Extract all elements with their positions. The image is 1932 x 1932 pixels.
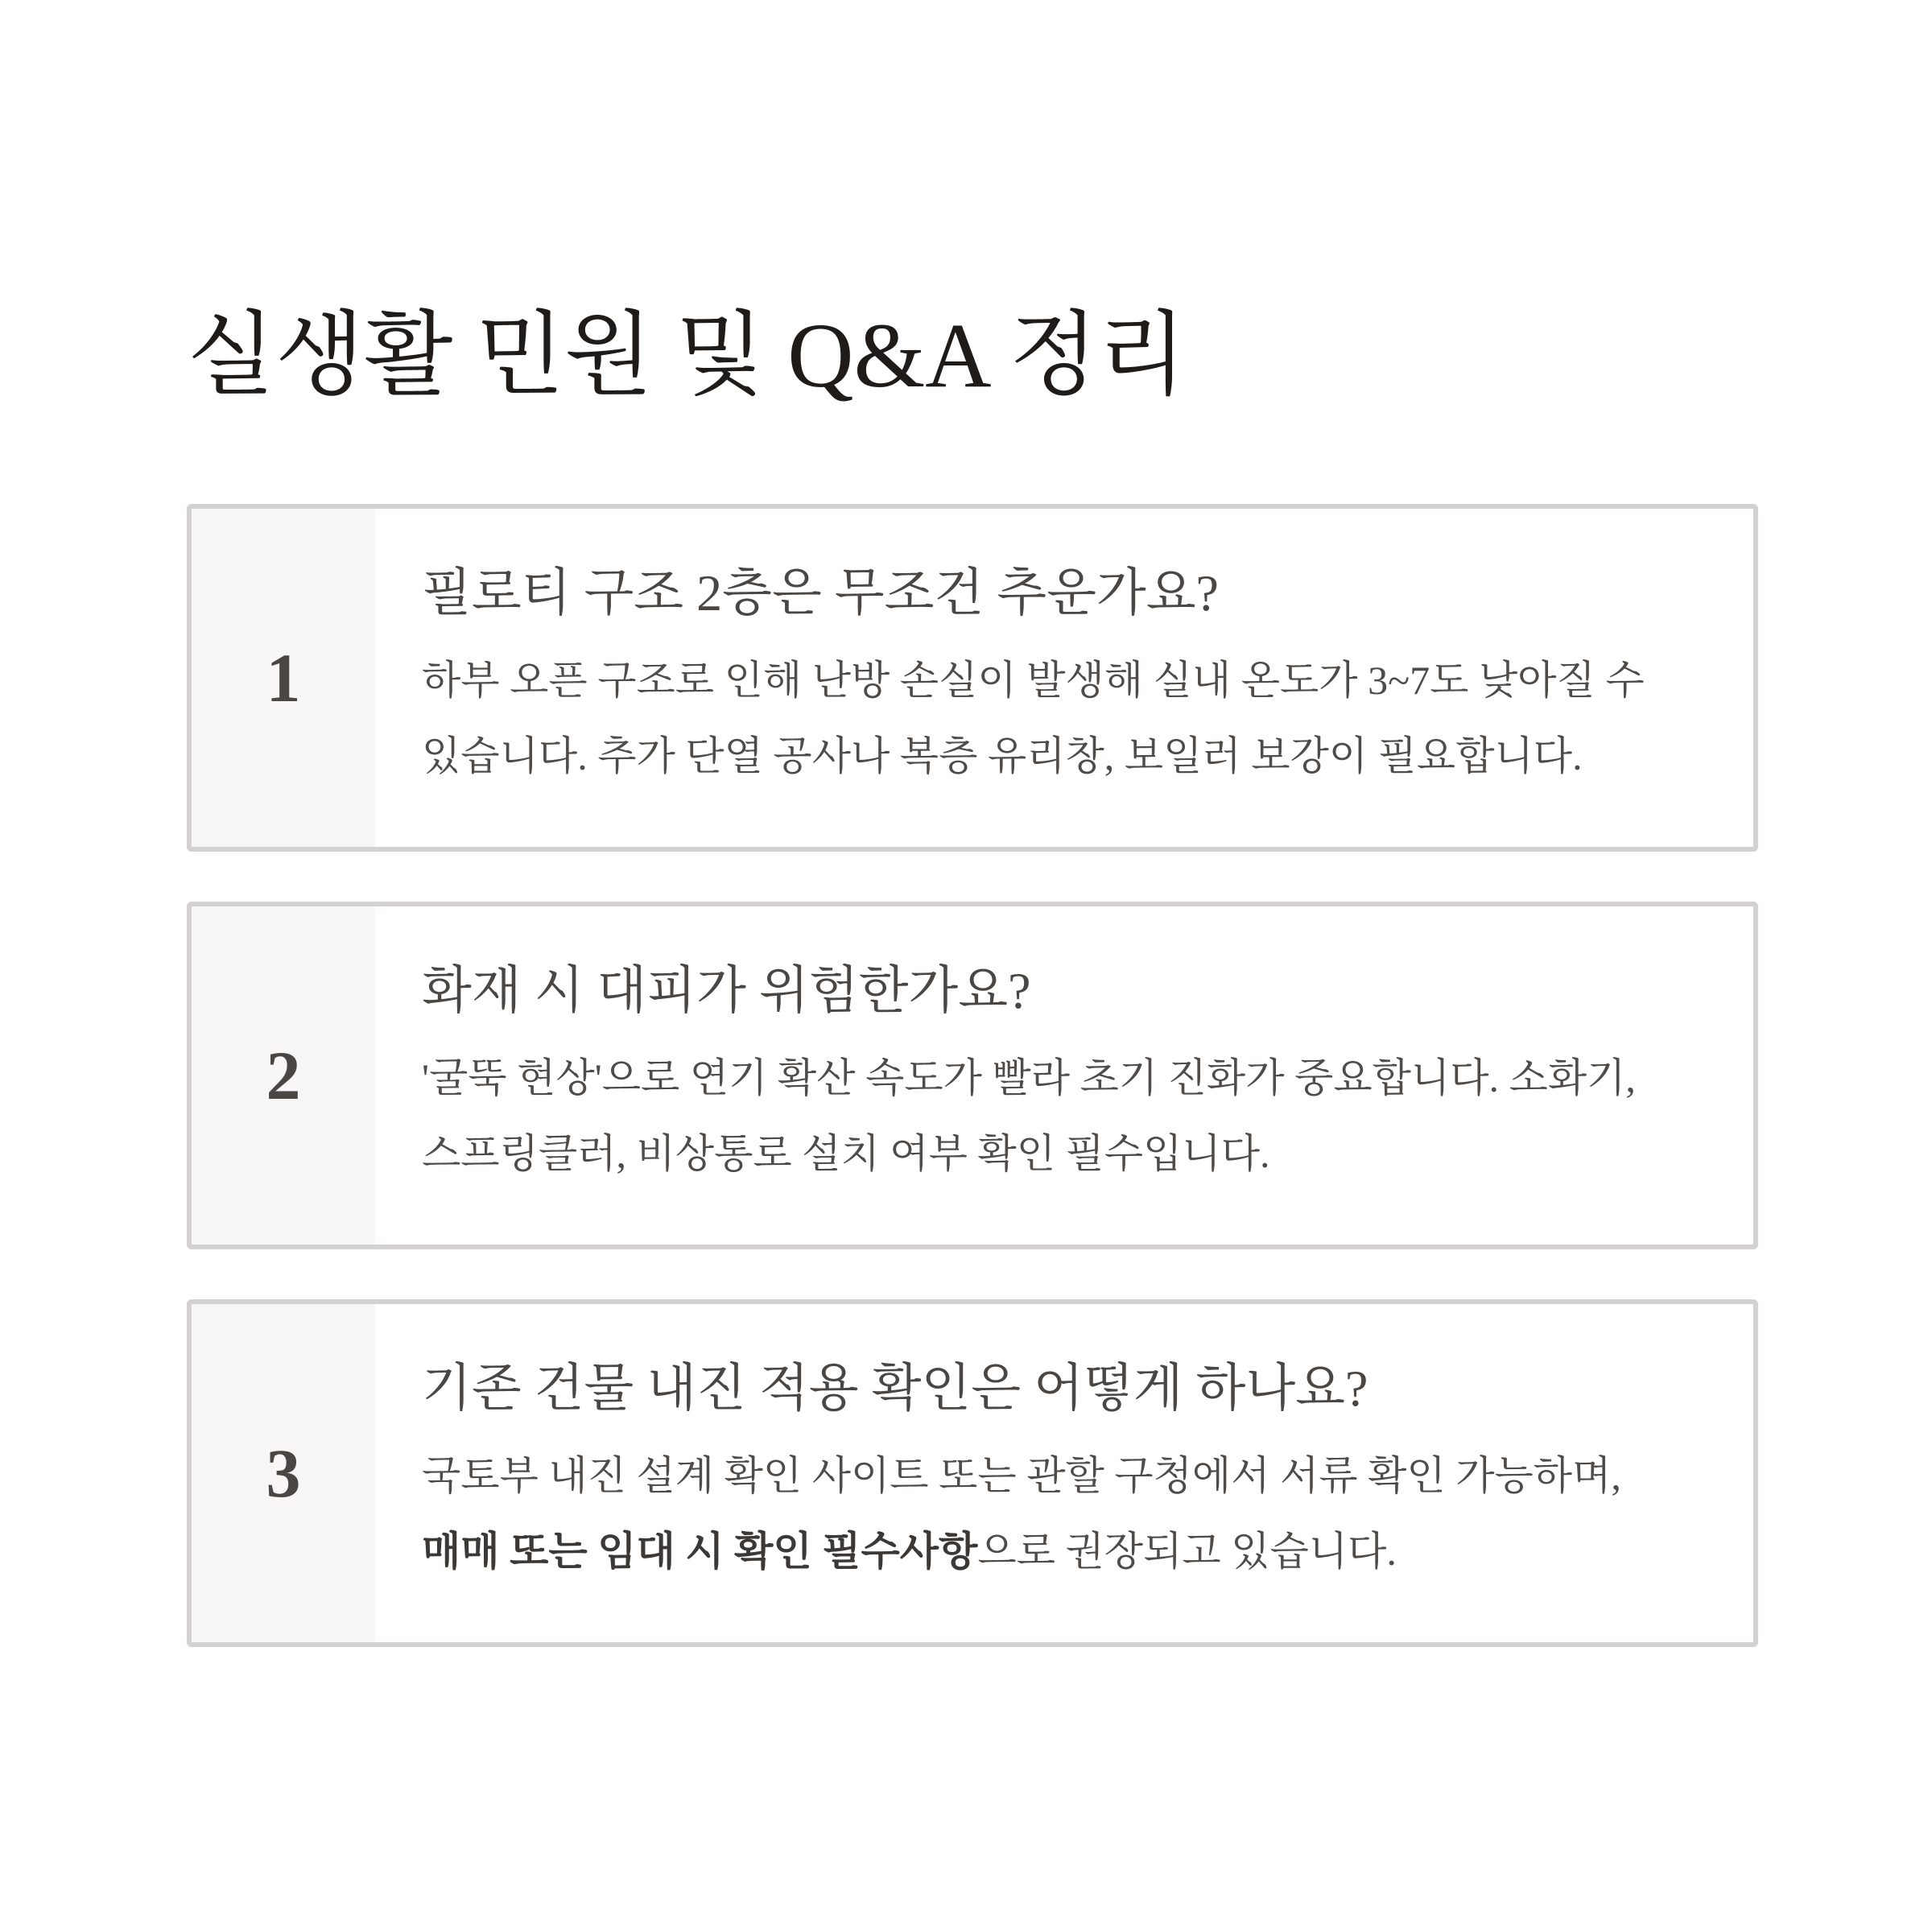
qa-content: [375, 509, 1753, 847]
qa-card-3: [187, 1299, 1758, 1647]
qa-answer: [422, 1438, 1739, 1589]
qa-answer: [422, 642, 1739, 794]
qa-answer-line: '굴뚝 현상'으로 연기 확산 속도가 빨라 초기 진화가 중요합니다. 소화기,: [422, 1055, 1636, 1100]
qa-answer-text: 으로 권장되고 있습니다.: [977, 1529, 1397, 1574]
qa-answer-line: 국토부 내진 설계 확인 사이트 또는 관할 구청에서 서류 확인 가능하며,: [422, 1453, 1621, 1498]
qa-answer-line: 스프링클러, 비상통로 설치 여부 확인 필수입니다.: [422, 1131, 1270, 1176]
qa-number-column: [192, 1304, 375, 1642]
qa-number: 3: [266, 1435, 301, 1512]
qa-answer-line: [422, 1513, 1739, 1589]
qa-number: 2: [266, 1037, 301, 1114]
qa-card-2: [187, 902, 1758, 1249]
qa-answer-emphasis: 매매 또는 임대 시 확인 필수사항: [422, 1529, 978, 1574]
qa-number: 1: [266, 639, 301, 716]
qa-card-1: [187, 504, 1758, 852]
qa-content: [375, 906, 1753, 1245]
qa-content: [375, 1304, 1753, 1642]
qa-number-column: [192, 509, 375, 847]
qa-question: 기존 건물 내진 적용 확인은 어떻게 하나요?: [422, 1360, 1368, 1417]
qa-answer: [422, 1040, 1739, 1191]
qa-answer-line: 있습니다. 추가 단열 공사나 복층 유리창, 보일러 보강이 필요합니다.: [422, 733, 1583, 778]
page-title: 실생활 민원 및 Q&A 정리: [187, 304, 1187, 407]
qa-question: 화재 시 대피가 위험한가요?: [422, 962, 1031, 1019]
qa-number-column: [192, 906, 375, 1245]
qa-answer-line: 하부 오픈 구조로 인해 난방 손실이 발생해 실내 온도가 3~7도 낮아질 수: [422, 658, 1645, 703]
qa-question: 필로티 구조 2층은 무조건 추운가요?: [422, 564, 1219, 621]
